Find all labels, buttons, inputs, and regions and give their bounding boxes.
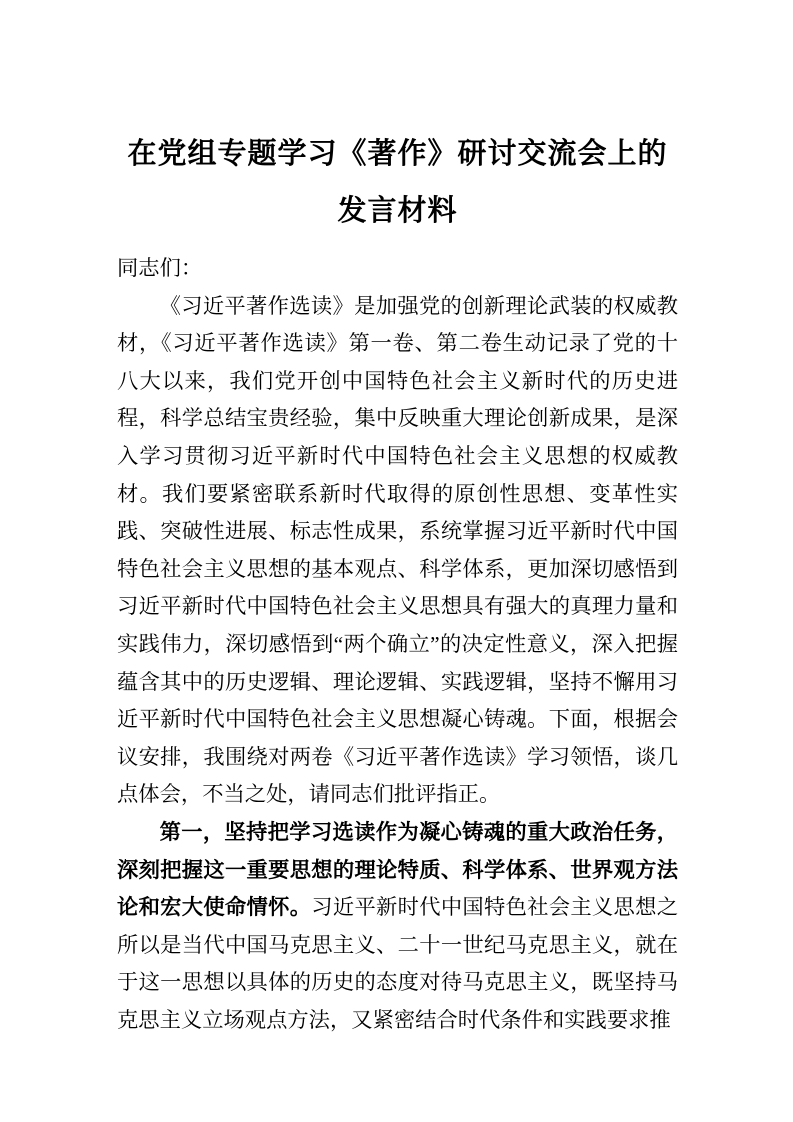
- paragraph-first-point-bold-lead: 第一，坚持把学习选读作为凝心铸魂的重大政治任务，深刻把握这一重要思想的理论特质、科学体系、世界观方法论和宏大使命情怀。: [117, 819, 678, 920]
- document-title: 在党组专题学习《著作》研讨交流会上的发言材料: [127, 138, 668, 227]
- paragraph-intro: [117, 288, 678, 814]
- paragraph-first-point-text: 习近平新时代中国特色社会主义思想之所以是当代中国马克思主义、二十一世纪马克思主义，就在于这一思想以具体的历史的态度对待马克思主义，既坚持马克思主义立场观点方法，又紧密结合时代条件和实践要求推: [117, 895, 678, 1032]
- paragraph-first-point: [117, 814, 678, 1040]
- document-body: [117, 250, 678, 1039]
- paragraph-intro-text: 《习近平著作选读》是加强党的创新理论武装的权威教材，《习近平著作选读》第一卷、第二卷生动记录了党的十八大以来，我们党开创中国特色社会主义新时代的历史进程，科学总结宝贵经验，集中反映重大理论创新成果，是深入学习贯彻习近平新时代中国特色社会主义思想的权威教材。我们要紧密联系新时代取得的原创性思想、变革性实践、突破性进展、标志性成果，系统掌握习近平新时代中国特色社会主义思想的基本观点、科学体系，更加深切感悟到习近平新时代中国特色社会主义思想具有强大的真理力量和实践伟力，深切感悟到“两个确立”的决定性意义，深入把握蕴含其中的历史逻辑、理论逻辑、实践逻辑，坚持不懈用习近平新时代中国特色社会主义思想凝心铸魂。下面，根据会议安排，我围绕对两卷《习近平著作选读》学习领悟，谈几点体会，不当之处，请同志们批评指正。: [117, 293, 678, 807]
- salutation-line: 同志们：: [117, 256, 203, 280]
